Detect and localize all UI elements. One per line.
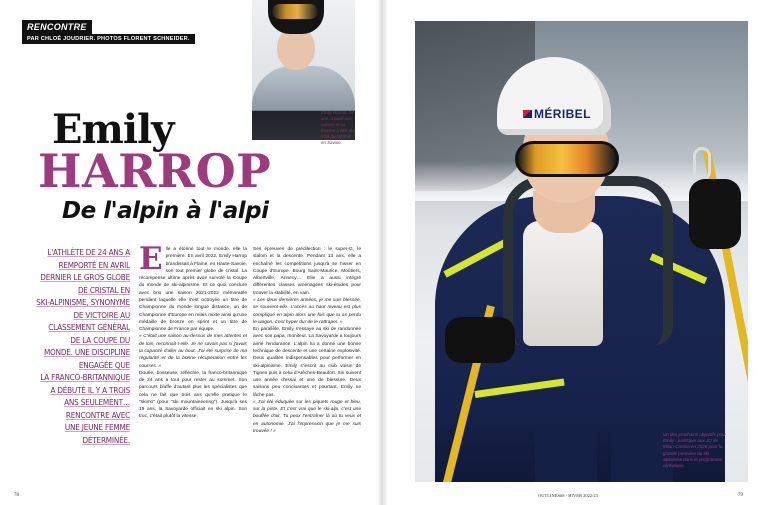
chapo-line: DE CRISTAL EN xyxy=(77,284,130,295)
chapo-line: ANS SEULEMENT… xyxy=(64,397,130,408)
chapo-line: DÉTERMINÉE. xyxy=(82,434,130,445)
glove-right xyxy=(689,179,741,249)
body-quote: « Les deux dernières années, je me suis blessée, se souvient-elle. L'accès au haut niveau est plus compliqué en alpin alors une fois que tu as perdu le wagon, c'est hyper dur de le rattraper. » xyxy=(253,297,361,325)
chapo-line: MONDE. UNE DISCIPLINE xyxy=(43,347,130,358)
chapo-line: UNE JEUNE FEMME xyxy=(64,422,130,433)
chapo-line: A DÉBUTÉ IL Y A TROIS xyxy=(50,384,130,395)
helmet-brand-logo: MÉRIBEL xyxy=(523,107,591,121)
drop-cap: E xyxy=(139,241,163,277)
athlete-photo xyxy=(415,21,748,482)
leg-left xyxy=(535,421,597,482)
chapo-line: CLASSEMENT GÉNÉRAL xyxy=(48,322,130,333)
chapo-lead xyxy=(28,246,130,447)
body-quote: « J'ai été éduquée sur les piquets rouge et bleu, sur la piste. Et c'est vrai que le ski-alpi, c'est une bouffée d'air. Tu peux t'entraîner là où tu veux et en autonomie. J'ai l'impression que je me suis trouvée ! » xyxy=(253,399,361,435)
portrait-goggles xyxy=(272,4,318,19)
goggles xyxy=(515,141,619,177)
chapo-line: DE VICTOIRE AU xyxy=(73,309,130,320)
running-head: OUTLINES#8 - HIVER 2022/23 xyxy=(538,493,598,498)
chapo-line: L'ATHLÈTE DE 24 ANS A xyxy=(47,247,130,257)
portrait-caption: Emily Harrop, 24 ans, a posé ses valises et sa housse à skis du côté de Méribel en Savoie. xyxy=(321,110,354,145)
chapo-line: ENGAGÉE QUE xyxy=(78,359,130,370)
chapo-line: LA FRANCO-BRITANNIQUE xyxy=(40,372,130,383)
chapo-line: SKI-ALPINISME, SYNONYME xyxy=(36,297,130,308)
body-quote: « C'était une saison au-dessus de mes attentes et de loin, reconnait-t-elle. Je ne savais pas si j'avais la capacité d'aller au bout. J'ai été surprise de ma régularité et de la bonne récupération entre les courses. » xyxy=(139,334,247,369)
section-rubric: RENCONTRE xyxy=(22,20,92,34)
chapo-line: REMPORTÉ EN AVRIL xyxy=(58,259,130,270)
glove-left xyxy=(445,317,515,363)
chapo-line: DE LA COUPE DU xyxy=(70,334,130,345)
byline: PAR CHLOÉ JOUDRIER. PHOTOS FLORENT SCHNEIDER. xyxy=(22,34,195,44)
body-paragraph: Ses épreuves de prédilection : le super-G, le slalom et la descente. Pendant 13 ans, elle a enchaîné les compétitions jusqu'à se hisser en Coupe d'Europe. Bourg Saint-Maurice, Moûtiers, Albertville, Annecy… Elle a aussi intégré différentes classes aménagées ski-études pour trouver la stabilité, en vain. xyxy=(253,247,361,296)
body-paragraph: En parallèle, Emily s'essaye au ski de randonnée avec son papa, moniteur. La Savoyarde a toujours aimé l'endurance. L'alpin lui a donné une bonne technique de descente et une certaine explosivité. Deux qualités indispensables pour performer en ski-alpinisme. Emily s'inscrit au club voisin de Tignes puis à celui d'Arêches-Beaufort. Sin suivent une année d'essai et une de blessure. Deux saisons peu concluantes et pourtant, Emily ne lâche pas. xyxy=(253,327,361,398)
title-first-name: Emily xyxy=(52,106,174,153)
body-paragraph: Douée, bosseuse, réfléchie, la franco-britannique de 24 ans a tout pour rester au sommet. Son parcours bluffe d'autant plus les spécialistes que cela ne fait que trois ans qu'elle pratique le "skimo" (pour "ski mountaineering"). Jusqu'à ses 19 ans, la Savoyarde officiait en ski alpin. Son truc, c'était plutôt la vitesse. xyxy=(139,370,247,420)
body-column-2 xyxy=(253,246,361,435)
chapo-line: RENCONTRE AVEC xyxy=(65,409,130,420)
subtitle: De l'alpin à l'alpi xyxy=(62,198,269,224)
spine-gutter xyxy=(376,0,388,505)
title-last-name: HARROP xyxy=(38,144,272,198)
page-number-right: 79 xyxy=(738,493,743,498)
body-column-1 xyxy=(139,241,247,421)
photo-caption: Un des prochains objectifs pour Emily : participer aux JO de Milan-Cortina en 2026 pour la grande première du ski-alpinisme dans le programme olympique. xyxy=(663,432,727,469)
chapo-line: DERNIER LE GROS GLOBE xyxy=(40,272,130,283)
portrait-face xyxy=(277,28,315,70)
page-number-left: 78 xyxy=(14,493,19,498)
pole-strap xyxy=(693,147,711,181)
body-paragraph: lle a étonné tout le monde, elle la première. En avril 2022, Emily Harrop brandissait à Flaine, en Haute-Savoie, son tout premier globe de cristal. La récompense ultime après avoir survolé la Coupe du monde de ski-alpinisme. Et ce quoi conclure avec brio une saison 2021-2022 mémorable pendant laquelle elle s'est octroyée un titre de Championne du monde longue distance, un de Championne d'Europe en relais mixte ainsi qu'une médaille de bronze en sprint et un titre de Championne de France par équipe. xyxy=(139,247,247,333)
